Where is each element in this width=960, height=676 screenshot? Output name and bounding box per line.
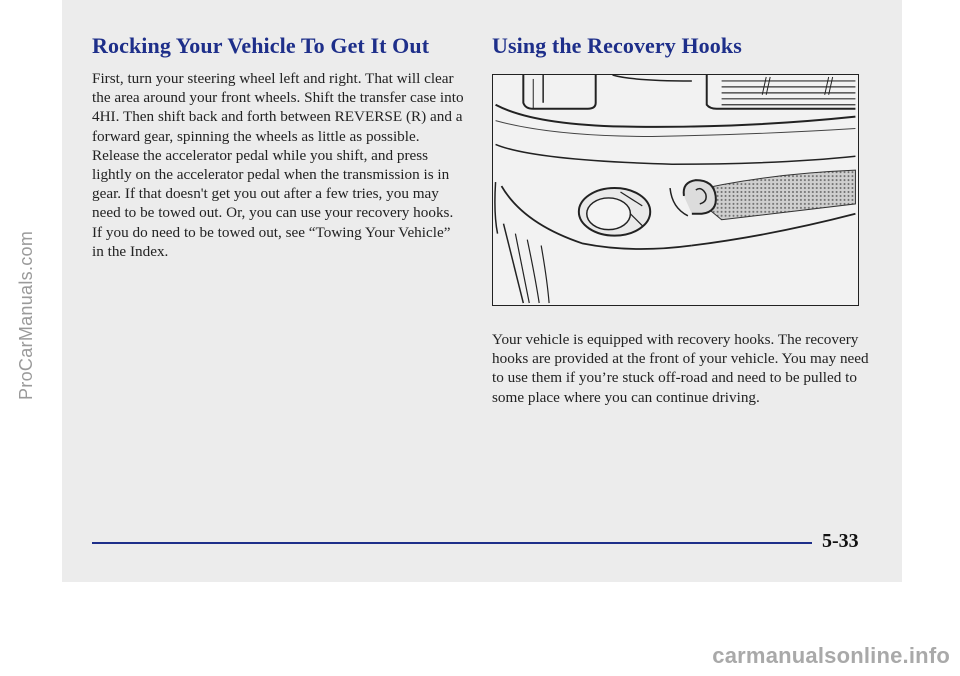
- footer-rule: [92, 542, 812, 544]
- recovery-hook-illustration: [492, 74, 859, 306]
- bumper-drawing: [493, 75, 858, 305]
- right-column-body: [492, 330, 870, 407]
- side-watermark: ProCarManuals.com: [16, 230, 36, 400]
- left-section-heading: Rocking Your Vehicle To Get It Out: [92, 33, 430, 58]
- left-section-body: First, turn your steering wheel left and right. That will clear the area around your front wheels. Shift the transfer case into 4HI. Then shift back and forth between REVERSE (R) and a forward gear, spinning the wheels as little as possible. Release the accelerator pedal while you shift, and press lightly on the accelerator pedal when the transmission is in gear. If that doesn't get you out after a few tries, you may need to be towed out. Or, you can use your recovery hooks. If you do need to be towed out, see “Towing Your Vehicle” in the Index.: [92, 70, 464, 260]
- left-column: [92, 33, 464, 261]
- right-section-heading: Using the Recovery Hooks: [492, 33, 742, 58]
- page-number: 5-33: [822, 530, 859, 552]
- right-column-header: [492, 33, 867, 69]
- bottom-watermark: carmanualsonline.info: [712, 643, 950, 668]
- right-section-body: Your vehicle is equipped with recovery hooks. The recovery hooks are provided at the front of your vehicle. You may need to use them if you’re stuck off-road and need to be pulled to some place where you can continue driving.: [492, 331, 869, 406]
